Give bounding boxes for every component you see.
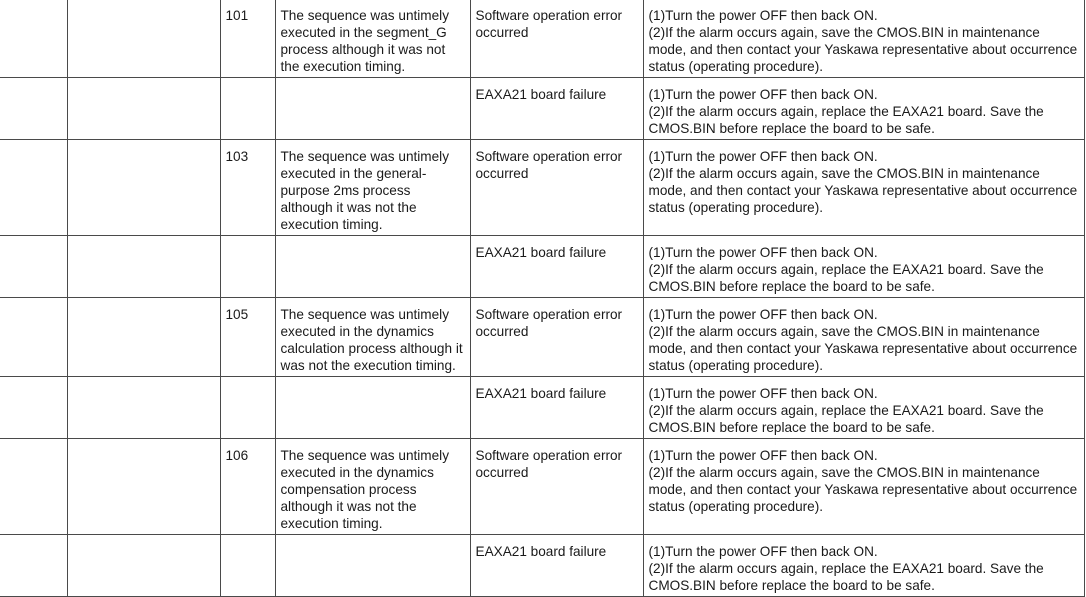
cause-cell: EAXA21 board failure <box>470 535 643 597</box>
remedy-cell <box>643 377 1084 439</box>
table-row <box>0 535 1084 597</box>
alarm-number-cell <box>0 298 67 377</box>
sub-code-cell <box>220 377 275 439</box>
remedy-step-2: (2)If the alarm occurs again, save the CMOS.BIN in maintenance mode, and then contact your Yaskawa representative about occurrence status (operating procedure). <box>648 25 1078 74</box>
alarm-number-cell <box>0 236 67 298</box>
description-cell <box>275 236 470 298</box>
remedy-cell <box>643 298 1084 377</box>
table-row <box>0 140 1084 236</box>
sub-code-cell <box>220 78 275 140</box>
remedy-step-2: (2)If the alarm occurs again, replace the EAXA21 board. Save the CMOS.BIN before replace the board to be safe. <box>648 403 1044 435</box>
table-row <box>0 377 1084 439</box>
alarm-number-cell <box>0 0 67 78</box>
cause-cell: Software operation error occurred <box>470 298 643 377</box>
alarm-name-cell <box>67 439 220 535</box>
cause-cell: EAXA21 board failure <box>470 236 643 298</box>
description-cell: The sequence was untimely executed in the segment_G process although it was not the execution timing. <box>275 0 470 78</box>
remedy-step-2: (2)If the alarm occurs again, replace the EAXA21 board. Save the CMOS.BIN before replace the board to be safe. <box>648 561 1044 593</box>
table-row <box>0 0 1084 78</box>
cause-cell: EAXA21 board failure <box>470 377 643 439</box>
cause-cell: Software operation error occurred <box>470 439 643 535</box>
remedy-step-2: (2)If the alarm occurs again, save the CMOS.BIN in maintenance mode, and then contact your Yaskawa representative about occurrence status (operating procedure). <box>648 465 1078 514</box>
remedy-step-2: (2)If the alarm occurs again, replace the EAXA21 board. Save the CMOS.BIN before replace the board to be safe. <box>648 262 1044 294</box>
remedy-step-2: (2)If the alarm occurs again, save the CMOS.BIN in maintenance mode, and then contact your Yaskawa representative about occurrence status (operating procedure). <box>648 324 1078 373</box>
description-cell: The sequence was untimely executed in the dynamics compensation process although it was not the execution timing. <box>275 439 470 535</box>
sub-code-cell: 105 <box>220 298 275 377</box>
remedy-cell <box>643 439 1084 535</box>
alarm-number-cell <box>0 377 67 439</box>
sub-code-cell <box>220 236 275 298</box>
cause-cell: EAXA21 board failure <box>470 78 643 140</box>
sub-code-cell: 106 <box>220 439 275 535</box>
alarm-name-cell <box>67 140 220 236</box>
alarm-name-cell <box>67 298 220 377</box>
description-cell <box>275 78 470 140</box>
remedy-step-1: (1)Turn the power OFF then back ON. <box>648 544 878 559</box>
sub-code-cell <box>220 535 275 597</box>
remedy-cell <box>643 78 1084 140</box>
alarm-number-cell <box>0 78 67 140</box>
alarm-name-cell <box>67 0 220 78</box>
remedy-step-1: (1)Turn the power OFF then back ON. <box>648 87 878 102</box>
remedy-step-1: (1)Turn the power OFF then back ON. <box>648 8 878 23</box>
alarm-name-cell <box>67 78 220 140</box>
cause-cell: Software operation error occurred <box>470 0 643 78</box>
remedy-cell <box>643 236 1084 298</box>
remedy-step-1: (1)Turn the power OFF then back ON. <box>648 448 878 463</box>
alarm-name-cell <box>67 236 220 298</box>
remedy-step-2: (2)If the alarm occurs again, save the CMOS.BIN in maintenance mode, and then contact your Yaskawa representative about occurrence status (operating procedure). <box>648 166 1078 215</box>
table-row <box>0 78 1084 140</box>
alarm-number-cell <box>0 439 67 535</box>
remedy-cell <box>643 535 1084 597</box>
description-cell <box>275 377 470 439</box>
sub-code-cell: 103 <box>220 140 275 236</box>
table-row <box>0 439 1084 535</box>
description-cell: The sequence was untimely executed in the general-purpose 2ms process although it was not the execution timing. <box>275 140 470 236</box>
alarm-name-cell <box>67 535 220 597</box>
table-row <box>0 236 1084 298</box>
cause-cell: Software operation error occurred <box>470 140 643 236</box>
table-row <box>0 298 1084 377</box>
remedy-step-1: (1)Turn the power OFF then back ON. <box>648 307 878 322</box>
remedy-step-1: (1)Turn the power OFF then back ON. <box>648 245 878 260</box>
alarm-name-cell <box>67 377 220 439</box>
description-cell <box>275 535 470 597</box>
alarm-number-cell <box>0 140 67 236</box>
alarm-number-cell <box>0 535 67 597</box>
sub-code-cell: 101 <box>220 0 275 78</box>
remedy-step-1: (1)Turn the power OFF then back ON. <box>648 149 878 164</box>
remedy-step-2: (2)If the alarm occurs again, replace the EAXA21 board. Save the CMOS.BIN before replace the board to be safe. <box>648 104 1044 136</box>
description-cell: The sequence was untimely executed in the dynamics calculation process although it was not the execution timing. <box>275 298 470 377</box>
remedy-cell <box>643 140 1084 236</box>
remedy-step-1: (1)Turn the power OFF then back ON. <box>648 386 878 401</box>
remedy-cell <box>643 0 1084 78</box>
